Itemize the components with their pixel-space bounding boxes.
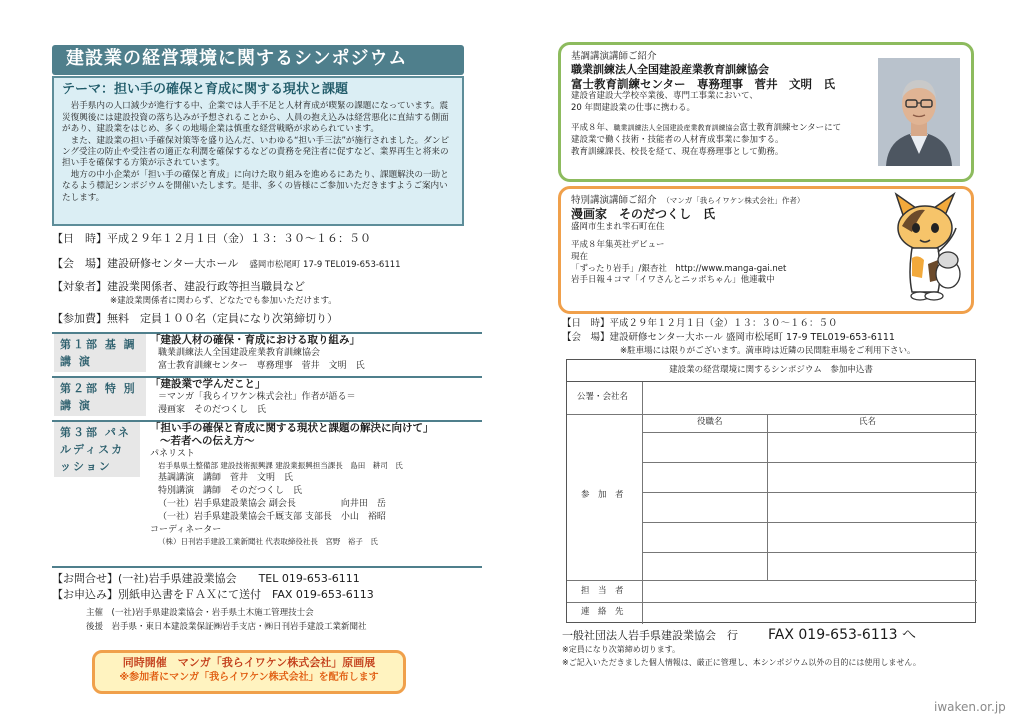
panelist: 岩手県県土整備部 建設技術振興課 建設業振興担当課長 島田 耕司 氏: [158, 461, 403, 471]
deadline-note: ※定員になり次第締め切ります。: [562, 645, 681, 654]
bio-line: 建設省建設大学校卒業後、専門工事業において、: [571, 91, 758, 101]
banner-line: 同時開催 マンガ「我らイワケン株式会社」原画展: [122, 656, 376, 669]
apply-label: 【お申込み】: [52, 588, 118, 601]
banner-line: ※参加者にマンガ「我らイワケン株式会社」を配布します: [119, 671, 379, 683]
name-header: 氏名: [859, 417, 877, 427]
bio-line: 盛岡市生まれ雫石町在住: [571, 221, 665, 232]
charge-label: 担 当 者: [581, 586, 624, 596]
speaker-name: 漫画家 そのだつくし 氏: [571, 206, 716, 221]
panelist: 特別講演 講師 そのだつくし 氏: [158, 486, 303, 497]
part-subtitle: ＝マンガ「我らイワケン株式会社」作者が語る＝: [158, 392, 356, 403]
fee-label: 【参加費】: [52, 312, 107, 325]
speaker-org: 職業訓練法人全国建設産業教育訓練協会: [571, 62, 769, 76]
program-part-2: [52, 378, 482, 422]
target-line: [52, 280, 305, 294]
intro-box: [52, 76, 464, 226]
intro-paragraph: 岩手県内の人口減少が進行する中、企業では人手不足と人材育成が喫緊の課題になっています。震災復興後には建設投資の落ち込みが予想されることから、人員の抱え込みは経営悪化に直結する側面があり、建設業をはじめ、多くの地場企業は慎重な経営戦略が求められています。: [62, 101, 449, 135]
coordinator: （株）日刊岩手建設工業新聞社 代表取締役社長 宮野 裕子 氏: [158, 537, 378, 547]
inquiry-line: [52, 566, 482, 586]
divider: [642, 522, 977, 523]
speaker-name: 富士教育訓練センター 専務理事 菅井 文明 氏: [571, 76, 836, 91]
divider: [642, 382, 643, 624]
speaker-photo: [878, 58, 960, 166]
bio-line: 岩手日報４コマ「イワさんとニッポちゃん」他連載中: [571, 275, 775, 286]
divider: [567, 602, 977, 603]
divider: [642, 432, 977, 433]
cat-mascot-icon: [882, 188, 970, 306]
date-label: 【日 時】: [52, 232, 107, 245]
venue-label: 【会 場】: [52, 257, 107, 270]
date-line: 【日 時】平成２９年１２月１日（金）１３：３０～１６：５０: [562, 318, 838, 329]
venue-line: [52, 257, 401, 271]
intro-paragraph: 地方の中小企業が「担い手の確保と育成」に向けた取り組みを進めるにあたり、課題解決の一助となるよう標記シンポジウムを開催いたします。是非、多くの皆様にご参加いただきますようご案内いたします。: [62, 169, 449, 203]
fax-org: 一般社団法人岩手県建設業協会 行: [562, 629, 738, 642]
target-note: ※建設業関係者に関わらず、どなたでも参加いただけます。: [110, 296, 337, 306]
fax-number: FAX 019-653-6113 へ: [768, 627, 917, 643]
divider: [567, 414, 977, 415]
date-value: 平成２９年１２月１日（金）１３：３０～１６：５０: [107, 232, 371, 245]
bio-line: 建設業で働く技術・技能者の人材育成事業に参加する。: [571, 134, 784, 145]
watermark: iwaken.or.jp: [934, 700, 1006, 714]
venue-line: 【会 場】建設研修センター大ホール 盛岡市松尾町 17-9 TEL019-653-6111: [562, 332, 895, 343]
part-title: 「建設業で学んだこと」: [150, 378, 266, 390]
form-title: 建設業の経営環境に関するシンポジウム 参加申込書: [567, 360, 975, 382]
target-value: 建設業関係者、建設行政等担当職員など: [107, 280, 305, 293]
bio-line: 「ずったり岩手」/銀杏社 http://www.manga-gai.net: [571, 263, 787, 274]
coordinator-label: コーディネーター: [150, 525, 222, 536]
part-label: 第３部 パネルディスカッション: [54, 422, 140, 477]
inquiry-label: 【お問合せ】: [52, 572, 118, 585]
panelist: 基調講演 講師 菅井 文明 氏: [158, 473, 294, 484]
divider: [642, 492, 977, 493]
speaker-name: 漫画家 そのだつくし 氏: [158, 405, 267, 416]
page-title: 建設業の経営環境に関するシンポジウム: [52, 45, 464, 75]
panelist-label: パネリスト: [150, 449, 195, 460]
divider: [642, 462, 977, 463]
inquiry-value: (一社)岩手県建設業協会 TEL 019-653-6111: [118, 572, 360, 585]
bio-line: 平成８年集英社デビュー: [571, 239, 665, 250]
panelist: （一社）岩手県建設業協会 副会長 向井田 岳: [158, 499, 386, 510]
divider: [767, 414, 768, 580]
part-title: 「担い手の確保と育成に関する現状と課題の解決に向けて」: [150, 422, 434, 434]
speaker-name: 富士教育訓練センター 専務理事 菅井 文明 氏: [158, 361, 365, 372]
apply-value: 別紙申込書をＦＡＸにて送付 FAX 019-653-6113: [118, 588, 374, 601]
bio-line: 教育訓練課長、校長を経て、現在専務理事として勤務。: [571, 146, 784, 157]
company-label: 公署・会社名: [577, 392, 629, 402]
venue-value: 建設研修センター大ホール: [107, 257, 239, 270]
intro-paragraph: また、建設業の担い手確保対策等を盛り込んだ、いわゆる“担い手三法”が施行されました。ダンピング受注の防止や受注者の適正な利潤を確保するなどの責務を発注者に促すなど、業界再生と将来の担い手を確保する方策が示されています。: [62, 135, 450, 169]
divider: [642, 552, 977, 553]
part-subtitle: ～若者への伝え方～: [160, 435, 255, 448]
bio-line: 20 年間建設業の仕事に携わる。: [571, 102, 696, 113]
date-line: [52, 232, 371, 246]
program-part-3: [52, 422, 482, 562]
venue-address: 盛岡市松尾町 17-9 TEL019-653-6111: [249, 260, 401, 270]
fee-value: 無料 定員１００名（定員になり次第締切り）: [107, 312, 338, 325]
host-line: 主催 (一社)岩手県建設業協会・岩手県土木施工管理技士会: [86, 608, 314, 618]
divider: [567, 580, 977, 581]
part-label: 第１部 基 調 講 演: [54, 334, 146, 372]
part-label: 第２部 特 別 講 演: [54, 378, 146, 416]
fee-line: [52, 312, 338, 326]
theme-heading: テーマ：担い手の確保と育成に関する現状と課題: [62, 82, 349, 97]
support-line: 後援 岩手県・東日本建設業保証㈱岩手支店・㈱日刊岩手建設工業新聞社: [86, 622, 367, 632]
part-title: 「建設人材の確保・育成における取り組み」: [150, 334, 360, 346]
fax-destination: [562, 627, 916, 645]
box-label: 基調講演講師ご紹介: [571, 51, 657, 62]
application-form: [566, 359, 976, 623]
participant-label: 参 加 者: [581, 490, 624, 500]
privacy-note: ※ご記入いただきました個人情報は、厳正に管理し、本シンポジウム以外の目的には使用しません。: [562, 658, 921, 667]
parking-note: ※駐車場には限りがございます。満車時は近隣の民間駐車場をご利用下さい。: [620, 346, 916, 356]
bio-line: 現在: [571, 251, 589, 262]
post-header: 役職名: [697, 417, 723, 427]
target-label: 【対象者】: [52, 280, 107, 293]
panelist: （一社）岩手県建設業協会千厩支部 支部長 小山 裕昭: [158, 512, 386, 523]
box-label: 特別講演講師ご紹介 （マンガ「我らイワケン株式会社」作者）: [571, 195, 805, 206]
apply-line: [52, 588, 374, 602]
contact-label: 連 絡 先: [581, 607, 624, 617]
exhibition-banner: [92, 650, 406, 694]
program-part-1: [52, 334, 482, 378]
bio-line: 平成８年、職業訓練法人全国建設産業教育訓練協会富士教育訓練センターにて: [571, 122, 842, 133]
speaker-org: 職業訓練法人全国建設産業教育訓練協会: [158, 348, 321, 359]
